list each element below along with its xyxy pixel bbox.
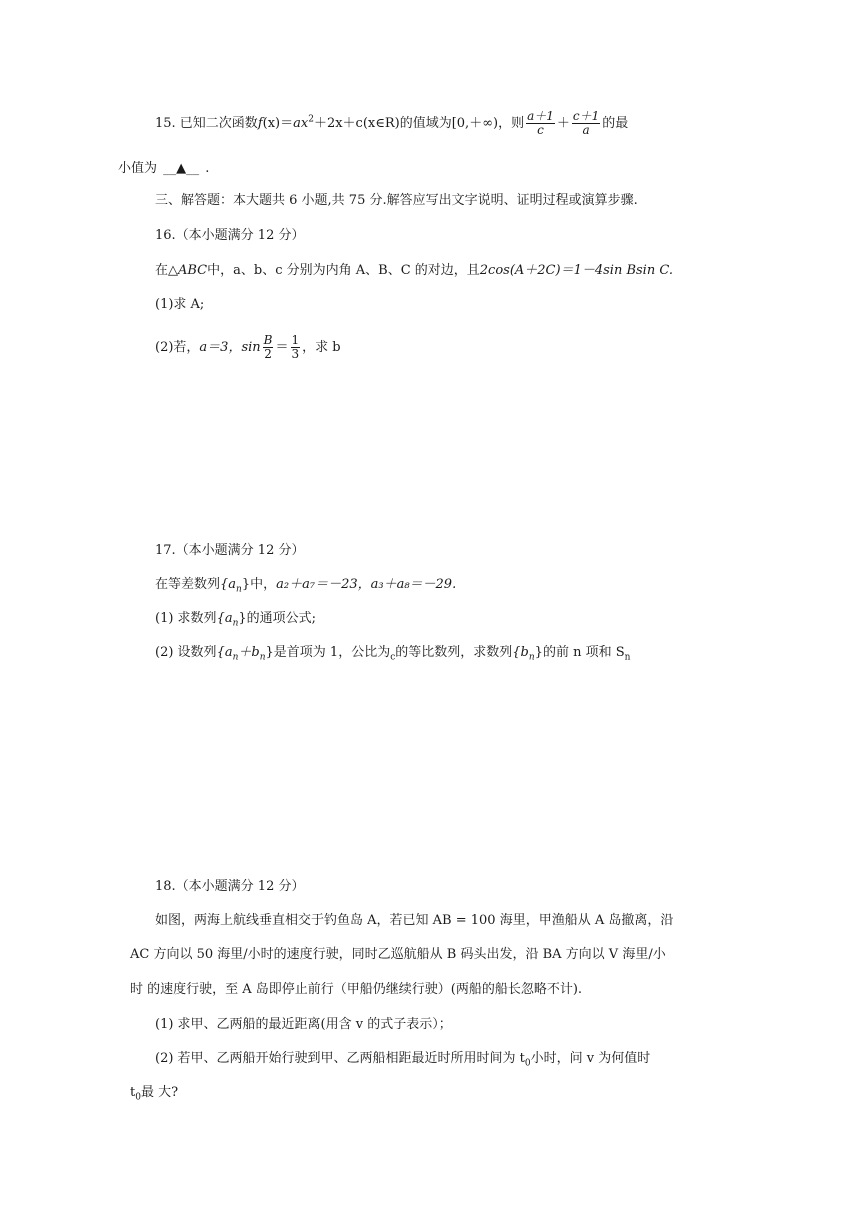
q16-title: 16.（本小题满分 12 分） (155, 228, 305, 243)
q17-title: 17.（本小题满分 12 分） (155, 543, 305, 558)
q17-stem: 在等差数列$\{a_n\}$中，a₂＋a₇＝－23，a₃＋a₈＝－29. (155, 577, 457, 595)
answer-blank: __▲__ (163, 161, 200, 176)
q15-frac1: $\frac{a+1}{c}$ (527, 109, 554, 137)
q16-part1: (1)求 A; (155, 297, 205, 312)
q18-title: 18.（本小题满分 12 分） (155, 879, 305, 894)
q16-part2: (2)若，a＝3，sin $\frac{B}{2}$ ＝ $\frac{1}{3}$ ，求 b (155, 333, 341, 361)
q18-p3: 时 的速度行驶，至 A 岛即停止前行（甲船仍继续行驶）(两船的船长忽略不计). (130, 982, 583, 997)
q18-part2-line1: (2) 若甲、乙两船开始行驶到甲、乙两船相距最近时所用时间为 $t_0$小时，问 v 为何值时 (155, 1051, 651, 1069)
q17-part2: (2) 设数列$\{a_n+b_n\}$是首项为 1，公比为$_c$的等比数列，求数列$\{b_n\}$的前 n 项和 $S_n$ (155, 645, 631, 663)
q18-p1: 如图，两海上航线垂直相交于钓鱼岛 A，若已知 AB = 100 海里，甲渔船从 A 岛撤离，沿 (155, 913, 674, 928)
q16-frac-val: $\frac{1}{3}$ (291, 333, 300, 361)
q15-line1: 15. 已知二次函数$f(x)=ax^2+2x+c(x\in R)$的值域为[0,＋∞)，则 $\frac{a+1}{c}$ ＋ $\frac{c+1}{a}$ 的最 (155, 109, 629, 137)
q16-stem: 在△ABC中，a、b、c 分别为内角 A、B、C 的对边，且2cos(A＋2C)＝1－4sin Bsin C. (155, 263, 673, 278)
q18-p2: AC 方向以 50 海里/小时的速度行驶，同时乙巡航船从 B 码头出发，沿 BA 方向以 V 海里/小 (130, 947, 666, 962)
q15-frac2: $\frac{c+1}{a}$ (572, 109, 600, 137)
q15-line2: 小值为 __▲__ . (118, 161, 210, 176)
q16-frac-b: $\frac{B}{2}$ (263, 333, 273, 361)
q18-part1: (1) 求甲、乙两船的最近距离(用含 v 的式子表示）； (155, 1017, 452, 1032)
q18-part2-line2: $t_0$最 大? (130, 1085, 179, 1103)
section-heading: 三、解答题：本大题共 6 小题,共 75 分.解答应写出文字说明、证明过程或演算步骤. (155, 193, 638, 208)
q17-part1: (1) 求数列$\{a_n\}$的通项公式; (155, 611, 317, 629)
